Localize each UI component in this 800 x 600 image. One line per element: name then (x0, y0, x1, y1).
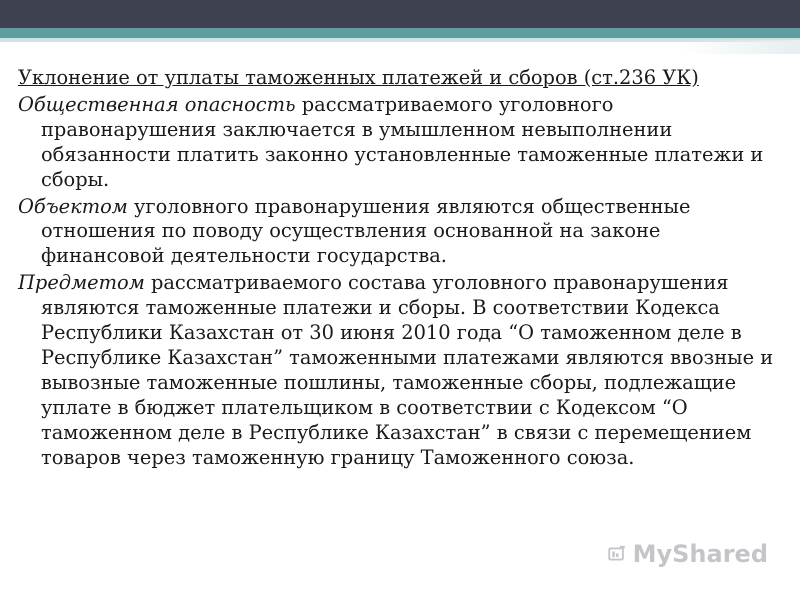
slide-title: Уклонение от уплаты таможенных платежей и сборов (ст.236 УК) (18, 66, 699, 89)
paragraph-lead: Общественная опасность (18, 92, 296, 116)
watermark (608, 536, 768, 572)
watermark-text: MyShared (632, 540, 768, 568)
paragraph-text: рассматриваемого состава уголовного правонарушения являются таможенные платежи и сборы. В соответствии Кодекса Республики Казахстан от 30 июня 2010 года “О таможенном деле в Республике Казахстан” таможенными платежами являются ввозные и вывозные таможенные пошлины, таможенные сборы, подлежащие уплате в бюджет плательщиком в соответствии с Кодексом “О таможенном деле в Республике Казахстан” в связи с перемещением товаров через таможенную границу Таможенного союза. (41, 271, 774, 469)
paragraph-text: рассматриваемого уголовного правонарушения заключается в умышленном невыполнении обязанности платить законно установленные таможенные платежи и сборы. (41, 92, 764, 191)
paragraph-lead: Предметом (18, 271, 145, 295)
myshared-logo-icon (608, 539, 627, 569)
header-bar (0, 0, 800, 28)
header-accent (680, 40, 800, 54)
paragraph-subject (18, 271, 782, 470)
paragraph-lead: Объектом (18, 194, 128, 218)
slide-body (18, 66, 782, 473)
paragraph-public-danger (18, 93, 782, 193)
paragraph-object (18, 195, 782, 270)
paragraph-text: уголовного правонарушения являются общественные отношения по поводу осуществления основанной на законе финансовой деятельности государства. (41, 194, 691, 268)
